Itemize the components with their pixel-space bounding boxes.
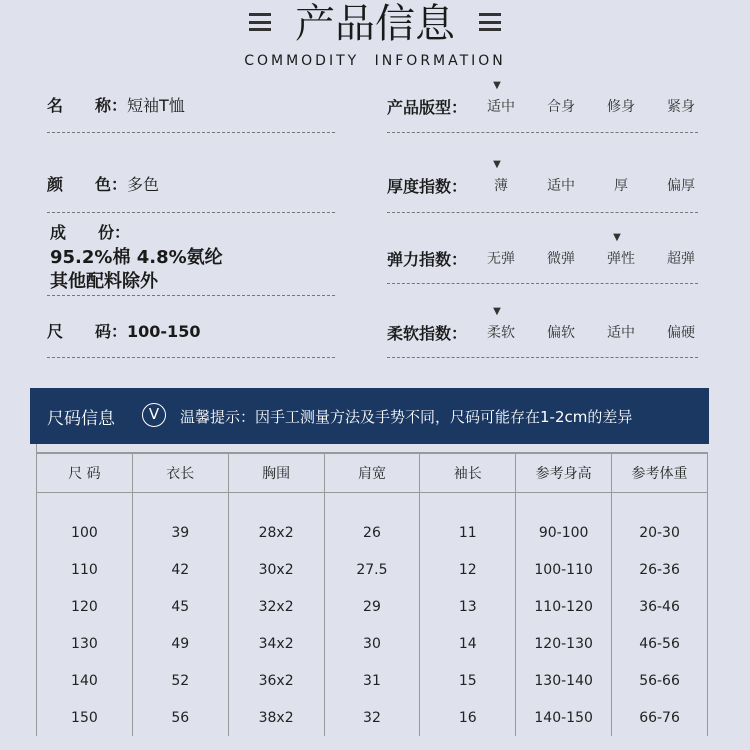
table-cell: 29	[324, 588, 420, 625]
color-value: 多色	[127, 175, 160, 194]
table-cell: 100-110	[516, 551, 612, 588]
table-cell: 13	[420, 588, 516, 625]
table-cell: 26-36	[612, 551, 708, 588]
table-cell: 120	[37, 588, 133, 625]
table-cell: 28x2	[228, 514, 324, 551]
page-title	[0, 2, 750, 46]
material-value: 95.2%棉 4.8%氨纶	[50, 247, 223, 268]
attr-option: 紧身	[667, 99, 695, 115]
selected-marker-icon: ▼	[493, 159, 501, 170]
table-cell: 36x2	[228, 662, 324, 699]
attr-option: 厚	[614, 178, 628, 194]
column-header: 肩宽	[324, 453, 420, 492]
divider	[387, 212, 698, 213]
size-tip: 温馨提示：因手工测量方法及手势不同，尺码可能存在1-2cm的差异	[180, 408, 633, 426]
menu-lines-icon	[249, 13, 271, 31]
divider	[387, 132, 698, 133]
column-header: 参考体重	[612, 453, 708, 492]
divider	[47, 212, 335, 213]
spacer-cell	[132, 492, 228, 514]
table-cell: 110	[37, 551, 133, 588]
table-cell: 32	[324, 699, 420, 736]
table-row	[37, 514, 708, 551]
table-row	[37, 625, 708, 662]
attr-label: 弹力指数：	[387, 250, 468, 269]
table-cell: 31	[324, 662, 420, 699]
attr-option: 无弹	[487, 251, 515, 267]
size-value: 100-150	[127, 322, 201, 341]
attr-option: 弹性	[607, 251, 635, 267]
title-text: 产品信息	[295, 1, 455, 47]
spacer-cell	[228, 492, 324, 514]
attr-option: 偏软	[547, 325, 575, 341]
attr-option: 薄	[494, 178, 508, 194]
spacer-row	[37, 492, 708, 514]
column-header: 胸围	[228, 453, 324, 492]
color-row	[47, 172, 159, 195]
table-cell: 14	[420, 625, 516, 662]
name-label: 名 称：	[47, 96, 128, 115]
table-cell: 30x2	[228, 551, 324, 588]
table-cell: 42	[132, 551, 228, 588]
table-cell: 38x2	[228, 699, 324, 736]
table-cell: 100	[37, 514, 133, 551]
divider	[387, 283, 698, 284]
column-header: 衣长	[132, 453, 228, 492]
table-cell: 30	[324, 625, 420, 662]
spacer-cell	[324, 492, 420, 514]
table-cell: 27.5	[324, 551, 420, 588]
attr-option: 合身	[547, 99, 575, 115]
column-header: 尺 码	[37, 453, 133, 492]
check-v-icon: V	[142, 403, 166, 427]
table-cell: 130	[37, 625, 133, 662]
size-label: 尺 码：	[47, 322, 128, 341]
size-row	[47, 319, 200, 342]
table-cell: 26	[324, 514, 420, 551]
table-cell: 56	[132, 699, 228, 736]
divider	[36, 444, 37, 452]
table-cell: 49	[132, 625, 228, 662]
attr-option: 适中	[487, 99, 515, 115]
table-cell: 110-120	[516, 588, 612, 625]
table-header-row	[37, 453, 708, 492]
table-cell: 52	[132, 662, 228, 699]
material-note: 其他配料除外	[50, 271, 158, 292]
attr-option: 超弹	[667, 251, 695, 267]
table-cell: 32x2	[228, 588, 324, 625]
attr-label: 产品版型：	[387, 98, 468, 117]
color-label: 颜 色：	[47, 175, 128, 194]
table-cell: 16	[420, 699, 516, 736]
divider	[47, 295, 335, 296]
attr-option: 偏硬	[667, 325, 695, 341]
table-cell: 130-140	[516, 662, 612, 699]
table-cell: 45	[132, 588, 228, 625]
table-cell: 150	[37, 699, 133, 736]
selected-marker-icon: ▼	[613, 232, 621, 243]
size-table	[36, 452, 708, 736]
attr-option: 微弹	[547, 251, 575, 267]
divider	[387, 357, 698, 358]
table-cell: 140-150	[516, 699, 612, 736]
table-cell: 12	[420, 551, 516, 588]
table-cell: 66-76	[612, 699, 708, 736]
page-subtitle: COMMODITY INFORMATION	[244, 53, 506, 69]
spacer-cell	[516, 492, 612, 514]
material-label: 成 份：	[50, 223, 131, 242]
table-row	[37, 662, 708, 699]
attr-option: 适中	[547, 178, 575, 194]
selected-marker-icon: ▼	[493, 306, 501, 317]
spacer-cell	[37, 492, 133, 514]
column-header: 袖长	[420, 453, 516, 492]
attr-option: 柔软	[487, 325, 515, 341]
table-cell: 90-100	[516, 514, 612, 551]
attr-option: 适中	[607, 325, 635, 341]
spacer-cell	[612, 492, 708, 514]
table-cell: 120-130	[516, 625, 612, 662]
menu-lines-icon	[479, 13, 501, 31]
table-row	[37, 551, 708, 588]
table-cell: 34x2	[228, 625, 324, 662]
table-row	[37, 588, 708, 625]
divider	[47, 132, 335, 133]
attr-option: 偏厚	[667, 178, 695, 194]
attr-label: 厚度指数：	[387, 177, 468, 196]
spacer-cell	[420, 492, 516, 514]
name-row	[47, 93, 185, 116]
table-cell: 140	[37, 662, 133, 699]
table-row	[37, 699, 708, 736]
table-cell: 39	[132, 514, 228, 551]
size-info-banner	[30, 388, 709, 444]
column-header: 参考身高	[516, 453, 612, 492]
divider	[47, 357, 335, 358]
size-info-title: 尺码信息	[47, 409, 115, 429]
table-cell: 11	[420, 514, 516, 551]
table-cell: 46-56	[612, 625, 708, 662]
attr-option: 修身	[607, 99, 635, 115]
selected-marker-icon: ▼	[493, 80, 501, 91]
name-value: 短袖T恤	[127, 96, 185, 115]
table-cell: 15	[420, 662, 516, 699]
table-cell: 20-30	[612, 514, 708, 551]
attr-label: 柔软指数：	[387, 324, 468, 343]
table-cell: 56-66	[612, 662, 708, 699]
table-cell: 36-46	[612, 588, 708, 625]
